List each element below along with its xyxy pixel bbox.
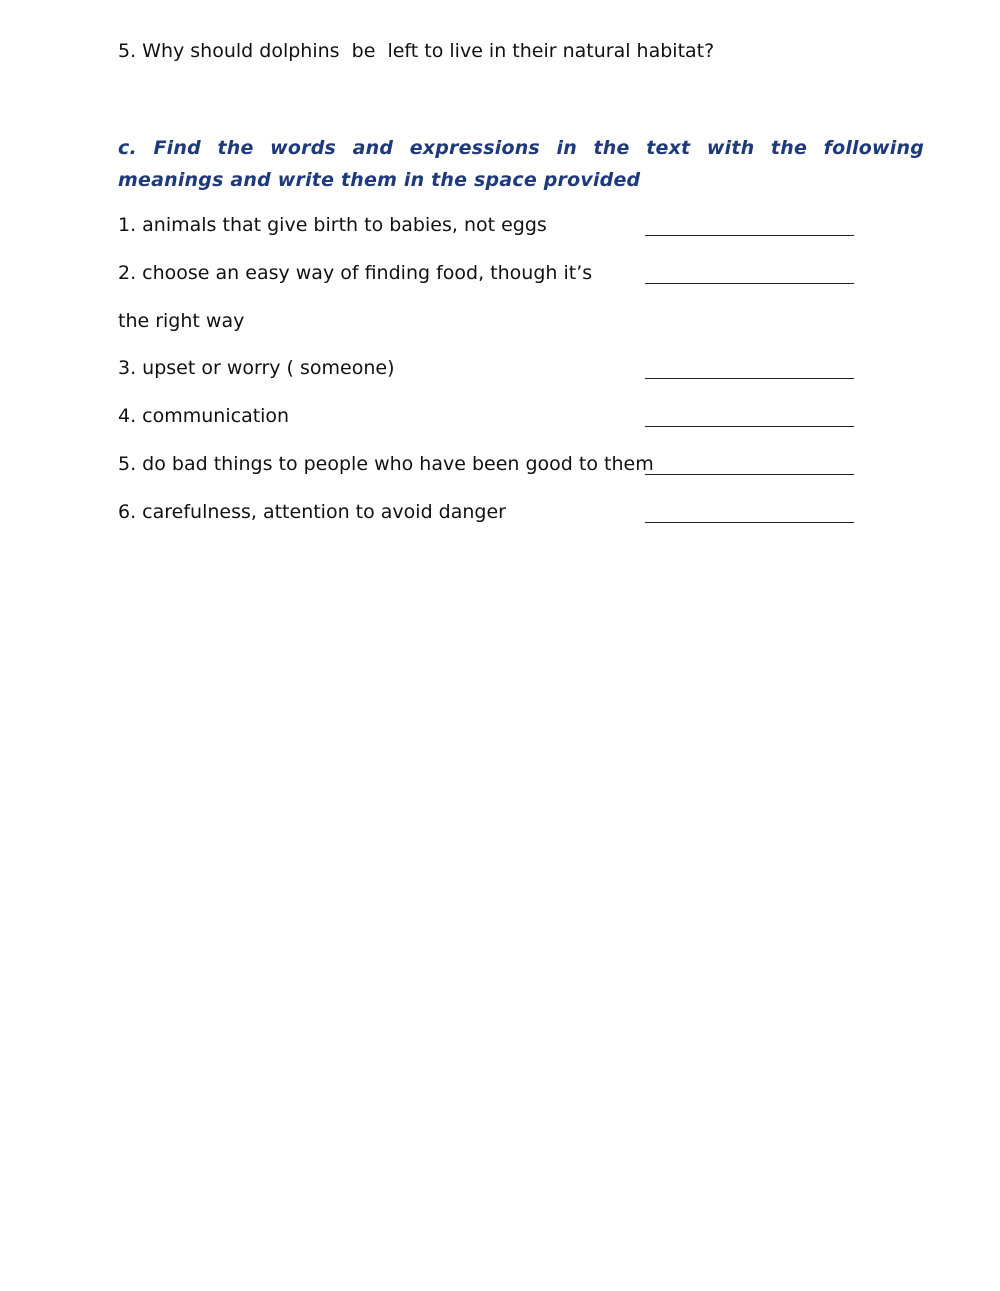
list-item (118, 451, 858, 481)
answer-blank[interactable] (645, 378, 854, 379)
list-item-continuation (118, 308, 858, 338)
item-text: 3. upset or worry ( someone) (118, 357, 395, 379)
item-text: 5. do bad things to people who have been good to them (118, 453, 654, 475)
answer-blank[interactable] (645, 235, 854, 236)
answer-blank[interactable] (645, 474, 854, 475)
item-text: 2. choose an easy way of finding food, though it’s (118, 262, 593, 284)
list-item (118, 260, 858, 290)
answer-blank[interactable] (645, 283, 854, 284)
answer-blank[interactable] (645, 426, 854, 427)
item-text: 4. communication (118, 405, 290, 427)
question-5: 5. Why should dolphins be left to live in their natural habitat? (118, 40, 715, 62)
list-item (118, 499, 858, 529)
list-item (118, 403, 858, 433)
list-item (118, 355, 858, 385)
item-text: the right way (118, 310, 245, 332)
answer-blank[interactable] (645, 522, 854, 523)
item-text: 1. animals that give birth to babies, not eggs (118, 214, 547, 236)
section-c-heading: c. Find the words and expressions in the text with the following meanings and write them in the space provided (118, 137, 924, 191)
item-text: 6. carefulness, attention to avoid danger (118, 501, 506, 523)
list-item (118, 212, 858, 242)
